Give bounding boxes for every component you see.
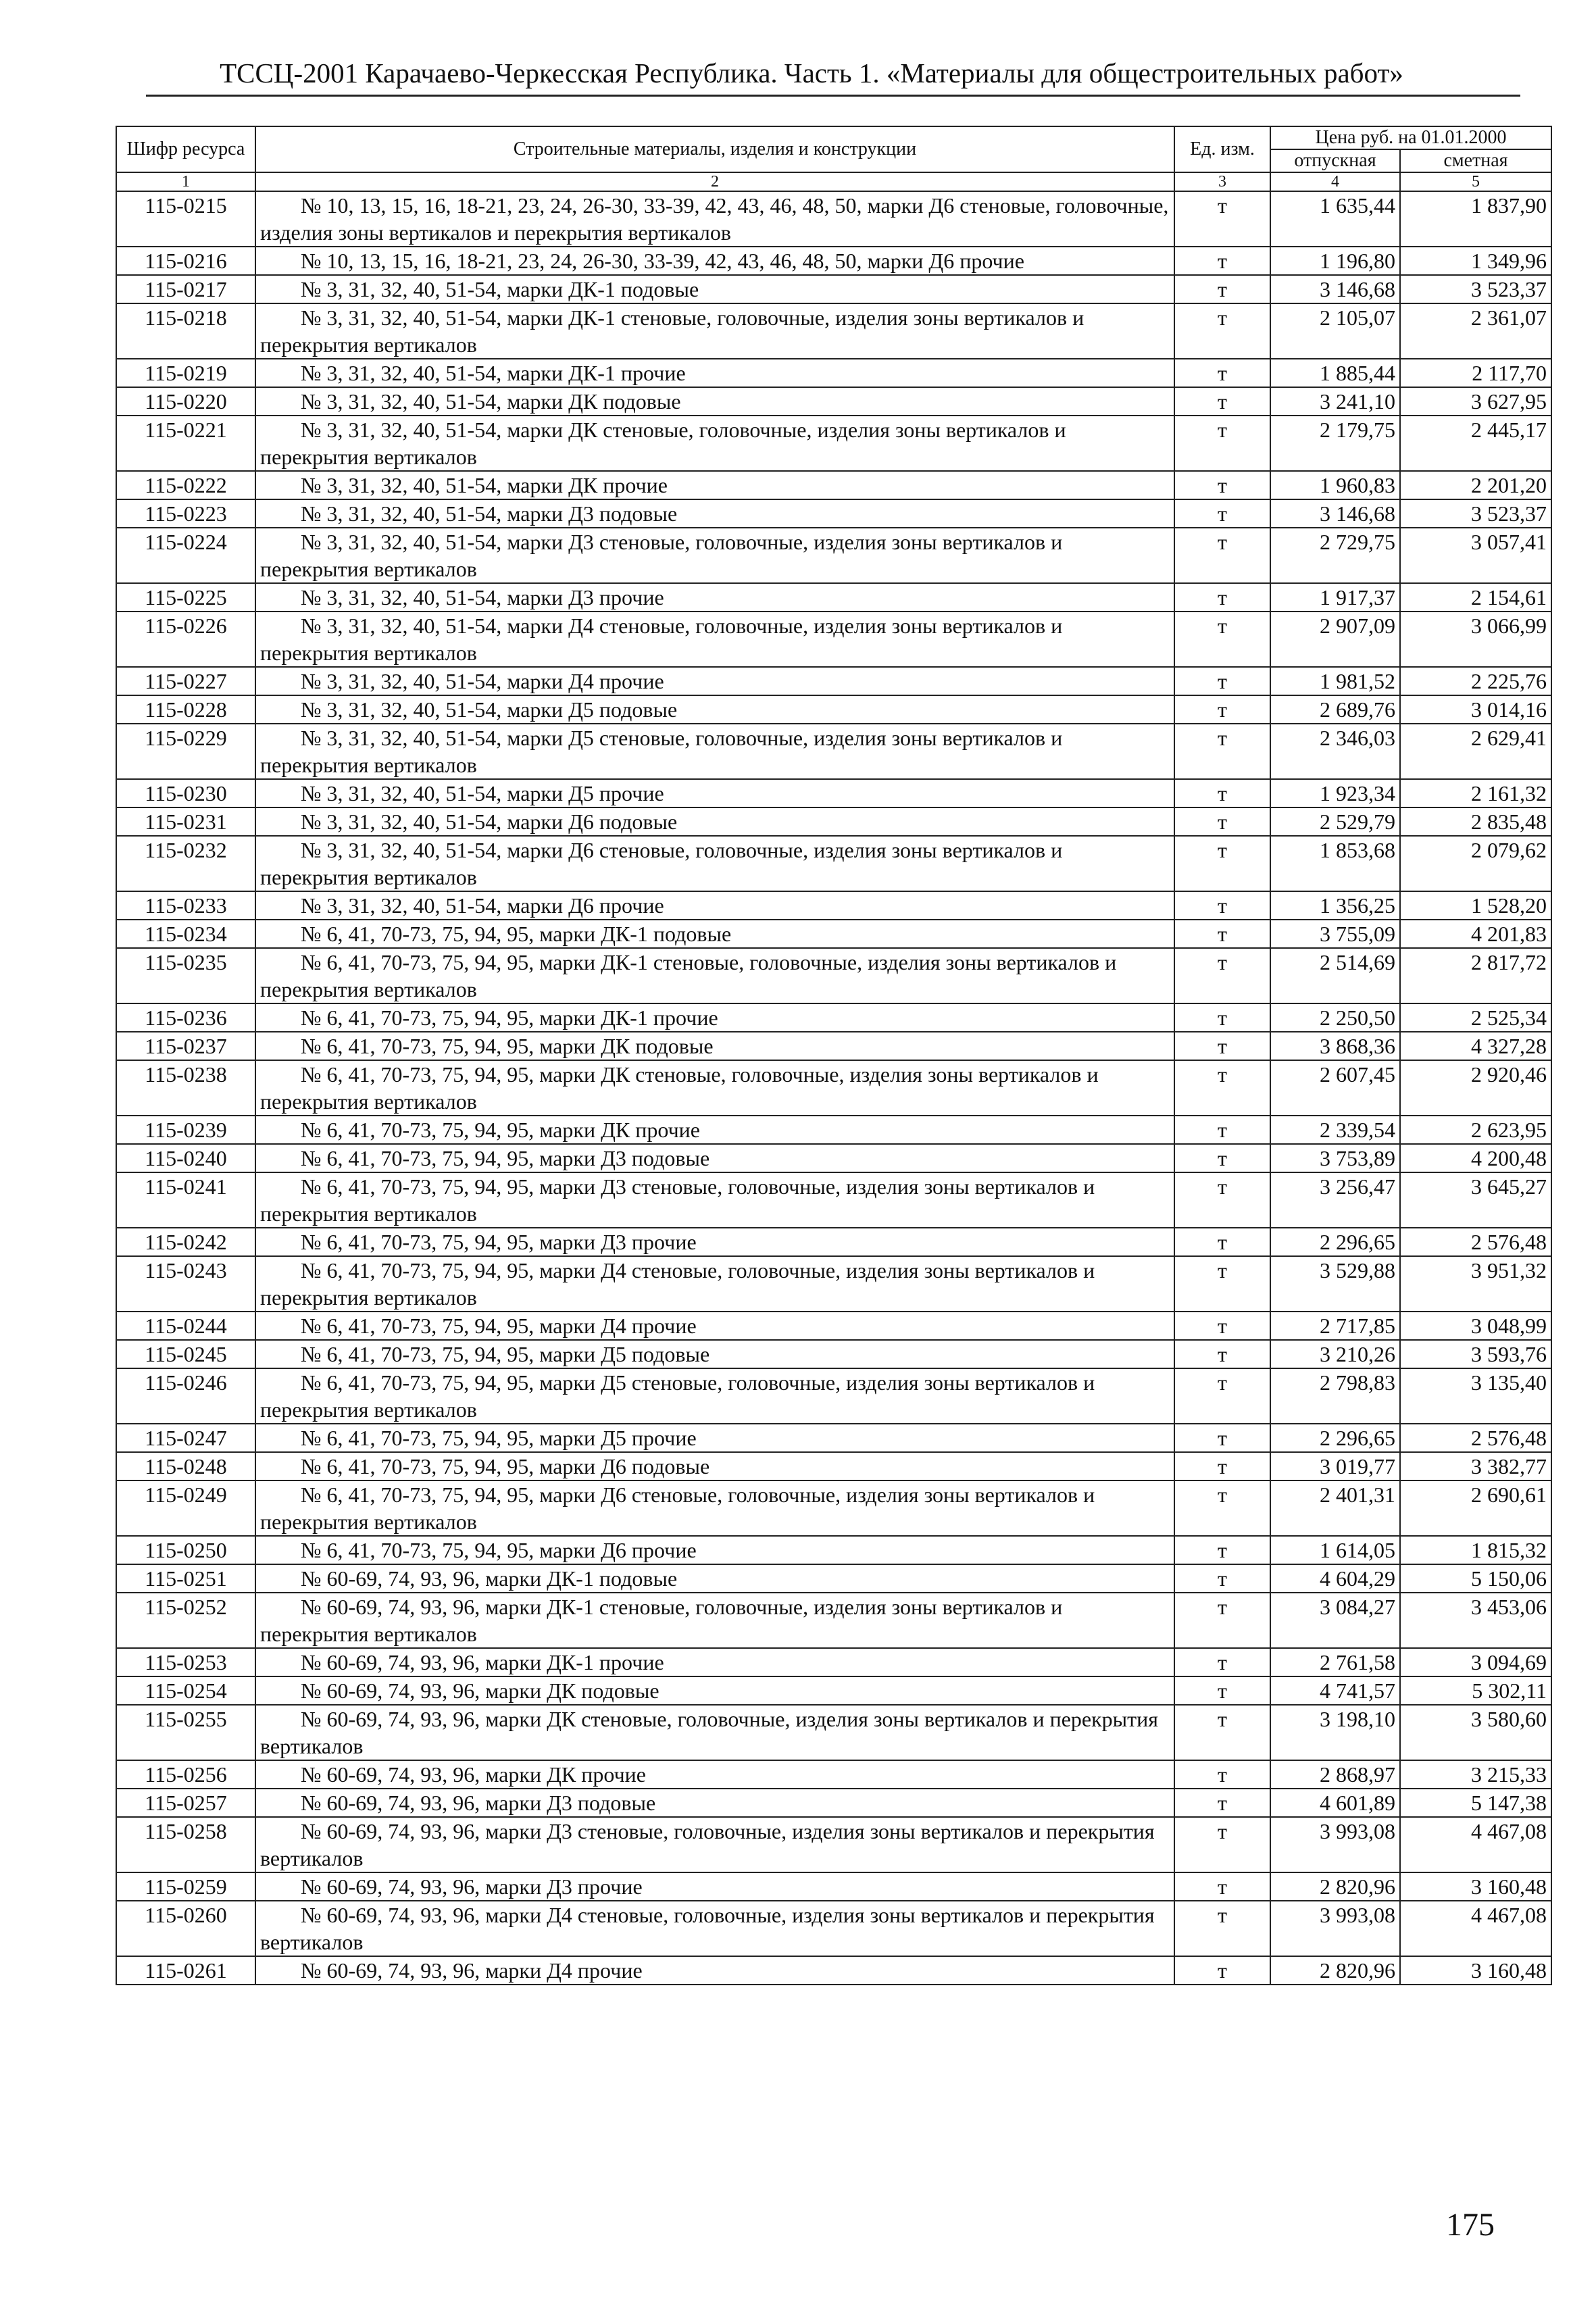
resource-code-cell: 115-0225 [116,583,255,612]
table-row [116,1536,1551,1564]
estimate-price-cell: 2 576,48 [1400,1424,1551,1452]
release-price-cell: 2 607,45 [1270,1060,1400,1116]
unit-cell: т [1174,1312,1270,1340]
unit-cell: т [1174,583,1270,612]
table-row [116,1480,1551,1536]
material-name-cell: № 10, 13, 15, 16, 18-21, 23, 24, 26-30, 33-39, 42, 43, 46, 48, 50, марки Д6 прочие [255,247,1174,275]
unit-cell: т [1174,1368,1270,1424]
release-price-cell: 1 960,83 [1270,471,1400,499]
estimate-price-cell: 2 525,34 [1400,1003,1551,1032]
table-row [116,1452,1551,1480]
release-price-cell: 2 689,76 [1270,695,1400,724]
material-name-cell: № 3, 31, 32, 40, 51-54, марки ДК прочие [255,471,1174,499]
material-name-cell: № 6, 41, 70-73, 75, 94, 95, марки Д5 стеновые, головочные, изделия зоны вертикалов и перекрытия вертикалов [255,1368,1174,1424]
table-row [116,612,1551,667]
release-price-cell: 4 604,29 [1270,1564,1400,1593]
estimate-price-cell: 1 815,32 [1400,1536,1551,1564]
unit-cell: т [1174,1705,1270,1760]
release-price-cell: 2 339,54 [1270,1116,1400,1144]
unit-cell: т [1174,471,1270,499]
release-price-cell: 2 296,65 [1270,1424,1400,1452]
estimate-price-cell: 3 593,76 [1400,1340,1551,1368]
material-name-cell: № 3, 31, 32, 40, 51-54, марки Д6 прочие [255,891,1174,920]
table-row [116,275,1551,303]
header-rule [146,95,1520,97]
resource-code-cell: 115-0246 [116,1368,255,1424]
resource-code-cell: 115-0223 [116,499,255,528]
estimate-price-cell: 4 467,08 [1400,1901,1551,1956]
table-row [116,1705,1551,1760]
table-row [116,779,1551,807]
unit-cell: т [1174,1536,1270,1564]
material-name-cell: № 3, 31, 32, 40, 51-54, марки Д6 подовые [255,807,1174,836]
release-price-cell: 2 105,07 [1270,303,1400,359]
release-price-cell: 3 868,36 [1270,1032,1400,1060]
table-row [116,667,1551,695]
estimate-price-cell: 2 817,72 [1400,948,1551,1003]
estimate-price-cell: 3 094,69 [1400,1648,1551,1676]
table-row [116,1648,1551,1676]
column-number: 4 [1270,172,1400,191]
resource-code-cell: 115-0239 [116,1116,255,1144]
column-number: 5 [1400,172,1551,191]
page-number: 175 [1446,2207,1495,2243]
resource-code-cell: 115-0216 [116,247,255,275]
resource-code-cell: 115-0253 [116,1648,255,1676]
resource-code-cell: 115-0238 [116,1060,255,1116]
release-price-cell: 3 753,89 [1270,1144,1400,1172]
release-price-cell: 2 798,83 [1270,1368,1400,1424]
table-row [116,247,1551,275]
table-row [116,1872,1551,1901]
table-row [116,724,1551,779]
unit-cell: т [1174,1060,1270,1116]
estimate-price-cell: 3 523,37 [1400,499,1551,528]
table-row [116,1564,1551,1593]
estimate-price-cell: 1 528,20 [1400,891,1551,920]
material-name-cell: № 6, 41, 70-73, 75, 94, 95, марки Д5 подовые [255,1340,1174,1368]
release-price-cell: 1 853,68 [1270,836,1400,891]
release-price-cell: 3 241,10 [1270,387,1400,416]
table-row [116,1312,1551,1340]
material-name-cell: № 6, 41, 70-73, 75, 94, 95, марки Д4 прочие [255,1312,1174,1340]
resource-code-cell: 115-0235 [116,948,255,1003]
table-row [116,1144,1551,1172]
unit-cell: т [1174,1228,1270,1256]
release-price-cell: 2 401,31 [1270,1480,1400,1536]
table-row [116,1172,1551,1228]
material-name-cell: № 6, 41, 70-73, 75, 94, 95, марки ДК-1 подовые [255,920,1174,948]
release-price-cell: 1 614,05 [1270,1536,1400,1564]
unit-cell: т [1174,359,1270,387]
release-price-cell: 3 084,27 [1270,1593,1400,1648]
table-row [116,471,1551,499]
material-name-cell: № 6, 41, 70-73, 75, 94, 95, марки ДК прочие [255,1116,1174,1144]
resource-code-cell: 115-0257 [116,1789,255,1817]
material-name-cell: № 6, 41, 70-73, 75, 94, 95, марки Д4 стеновые, головочные, изделия зоны вертикалов и перекрытия вертикалов [255,1256,1174,1312]
estimate-price-cell: 3 382,77 [1400,1452,1551,1480]
estimate-price-cell: 4 201,83 [1400,920,1551,948]
resource-code-cell: 115-0243 [116,1256,255,1312]
table-row [116,191,1551,247]
release-price-cell: 1 885,44 [1270,359,1400,387]
resource-code-cell: 115-0227 [116,667,255,695]
table-row [116,1256,1551,1312]
resource-code-cell: 115-0221 [116,416,255,471]
material-name-cell: № 3, 31, 32, 40, 51-54, марки ДК-1 стеновые, головочные, изделия зоны вертикалов и перекрытия вертикалов [255,303,1174,359]
release-price-cell: 2 729,75 [1270,528,1400,583]
resource-code-cell: 115-0256 [116,1760,255,1789]
unit-cell: т [1174,1901,1270,1956]
material-name-cell: № 6, 41, 70-73, 75, 94, 95, марки Д5 прочие [255,1424,1174,1452]
table-row [116,528,1551,583]
estimate-price-cell: 3 523,37 [1400,275,1551,303]
estimate-price-cell: 5 150,06 [1400,1564,1551,1593]
estimate-price-cell: 2 201,20 [1400,471,1551,499]
resource-code-cell: 115-0250 [116,1536,255,1564]
material-name-cell: № 10, 13, 15, 16, 18-21, 23, 24, 26-30, 33-39, 42, 43, 46, 48, 50, марки Д6 стеновые, головочные, изделия зоны вертикалов и перекрытия вертикалов [255,191,1174,247]
release-price-cell: 2 529,79 [1270,807,1400,836]
estimate-price-cell: 2 361,07 [1400,303,1551,359]
estimate-price-cell: 3 453,06 [1400,1593,1551,1648]
resource-code-cell: 115-0230 [116,779,255,807]
material-name-cell: № 6, 41, 70-73, 75, 94, 95, марки ДК-1 стеновые, головочные, изделия зоны вертикалов и перекрытия вертикалов [255,948,1174,1003]
material-name-cell: № 6, 41, 70-73, 75, 94, 95, марки ДК стеновые, головочные, изделия зоны вертикалов и перекрытия вертикалов [255,1060,1174,1116]
estimate-price-cell: 2 445,17 [1400,416,1551,471]
table-row [116,1340,1551,1368]
resource-code-cell: 115-0251 [116,1564,255,1593]
material-name-cell: № 3, 31, 32, 40, 51-54, марки Д3 прочие [255,583,1174,612]
table-row [116,1032,1551,1060]
table-row [116,807,1551,836]
unit-cell: т [1174,1760,1270,1789]
material-name-cell: № 60-69, 74, 93, 96, марки Д4 прочие [255,1956,1174,1985]
resource-code-cell: 115-0258 [116,1817,255,1872]
unit-cell: т [1174,387,1270,416]
unit-cell: т [1174,1480,1270,1536]
table-row [116,387,1551,416]
table-row [116,1901,1551,1956]
resource-code-cell: 115-0231 [116,807,255,836]
table-row [116,1228,1551,1256]
material-name-cell: № 60-69, 74, 93, 96, марки ДК стеновые, головочные, изделия зоны вертикалов и перекрытия вертикалов [255,1705,1174,1760]
unit-cell: т [1174,416,1270,471]
table-row [116,1817,1551,1872]
unit-cell: т [1174,191,1270,247]
unit-cell: т [1174,1116,1270,1144]
unit-cell: т [1174,1789,1270,1817]
release-price-cell: 3 529,88 [1270,1256,1400,1312]
table-row [116,1760,1551,1789]
material-name-cell: № 3, 31, 32, 40, 51-54, марки Д5 подовые [255,695,1174,724]
table-row [116,1116,1551,1144]
release-price-cell: 2 514,69 [1270,948,1400,1003]
material-name-cell: № 3, 31, 32, 40, 51-54, марки ДК стеновые, головочные, изделия зоны вертикалов и перекрытия вертикалов [255,416,1174,471]
table-row [116,1593,1551,1648]
unit-cell: т [1174,1872,1270,1901]
material-name-cell: № 6, 41, 70-73, 75, 94, 95, марки ДК-1 прочие [255,1003,1174,1032]
header-release-price: отпускная [1270,149,1400,172]
release-price-cell: 1 356,25 [1270,891,1400,920]
estimate-price-cell: 5 147,38 [1400,1789,1551,1817]
estimate-price-cell: 2 154,61 [1400,583,1551,612]
estimate-price-cell: 3 951,32 [1400,1256,1551,1312]
resource-code-cell: 115-0222 [116,471,255,499]
material-name-cell: № 6, 41, 70-73, 75, 94, 95, марки Д6 стеновые, головочные, изделия зоны вертикалов и перекрытия вертикалов [255,1480,1174,1536]
header-unit: Ед. изм. [1174,126,1270,172]
resource-code-cell: 115-0234 [116,920,255,948]
release-price-cell: 2 179,75 [1270,416,1400,471]
estimate-price-cell: 2 161,32 [1400,779,1551,807]
material-name-cell: № 3, 31, 32, 40, 51-54, марки Д5 стеновые, головочные, изделия зоны вертикалов и перекрытия вертикалов [255,724,1174,779]
resource-code-cell: 115-0233 [116,891,255,920]
estimate-price-cell: 2 079,62 [1400,836,1551,891]
material-name-cell: № 3, 31, 32, 40, 51-54, марки ДК-1 прочие [255,359,1174,387]
release-price-cell: 3 210,26 [1270,1340,1400,1368]
release-price-cell: 2 820,96 [1270,1956,1400,1985]
estimate-price-cell: 2 835,48 [1400,807,1551,836]
column-number: 2 [255,172,1174,191]
unit-cell: т [1174,247,1270,275]
material-name-cell: № 60-69, 74, 93, 96, марки Д3 прочие [255,1872,1174,1901]
estimate-price-cell: 2 690,61 [1400,1480,1551,1536]
release-price-cell: 2 907,09 [1270,612,1400,667]
release-price-cell: 2 717,85 [1270,1312,1400,1340]
resource-code-cell: 115-0260 [116,1901,255,1956]
unit-cell: т [1174,920,1270,948]
estimate-price-cell: 3 627,95 [1400,387,1551,416]
table-row [116,1424,1551,1452]
release-price-cell: 4 741,57 [1270,1676,1400,1705]
unit-cell: т [1174,1032,1270,1060]
estimate-price-cell: 5 302,11 [1400,1676,1551,1705]
table-body [116,191,1551,1985]
unit-cell: т [1174,1817,1270,1872]
release-price-cell: 4 601,89 [1270,1789,1400,1817]
unit-cell: т [1174,1003,1270,1032]
estimate-price-cell: 4 327,28 [1400,1032,1551,1060]
resource-code-cell: 115-0219 [116,359,255,387]
estimate-price-cell: 2 629,41 [1400,724,1551,779]
estimate-price-cell: 4 200,48 [1400,1144,1551,1172]
resource-code-cell: 115-0249 [116,1480,255,1536]
table-row [116,836,1551,891]
resource-code-cell: 115-0224 [116,528,255,583]
estimate-price-cell: 3 580,60 [1400,1705,1551,1760]
unit-cell: т [1174,499,1270,528]
unit-cell: т [1174,667,1270,695]
price-table [116,126,1552,1985]
unit-cell: т [1174,1648,1270,1676]
unit-cell: т [1174,779,1270,807]
release-price-cell: 2 296,65 [1270,1228,1400,1256]
resource-code-cell: 115-0237 [116,1032,255,1060]
unit-cell: т [1174,303,1270,359]
material-name-cell: № 60-69, 74, 93, 96, марки ДК прочие [255,1760,1174,1789]
resource-code-cell: 115-0254 [116,1676,255,1705]
release-price-cell: 3 256,47 [1270,1172,1400,1228]
release-price-cell: 2 346,03 [1270,724,1400,779]
unit-cell: т [1174,1676,1270,1705]
release-price-cell: 1 981,52 [1270,667,1400,695]
material-name-cell: № 60-69, 74, 93, 96, марки ДК-1 подовые [255,1564,1174,1593]
release-price-cell: 3 198,10 [1270,1705,1400,1760]
estimate-price-cell: 3 057,41 [1400,528,1551,583]
unit-cell: т [1174,1956,1270,1985]
table-row [116,1003,1551,1032]
resource-code-cell: 115-0241 [116,1172,255,1228]
estimate-price-cell: 3 048,99 [1400,1312,1551,1340]
release-price-cell: 3 993,08 [1270,1901,1400,1956]
material-name-cell: № 3, 31, 32, 40, 51-54, марки ДК-1 подовые [255,275,1174,303]
unit-cell: т [1174,891,1270,920]
column-number: 3 [1174,172,1270,191]
table-row [116,891,1551,920]
estimate-price-cell: 3 160,48 [1400,1872,1551,1901]
estimate-price-cell: 3 135,40 [1400,1368,1551,1424]
material-name-cell: № 3, 31, 32, 40, 51-54, марки Д3 стеновые, головочные, изделия зоны вертикалов и перекрытия вертикалов [255,528,1174,583]
unit-cell: т [1174,724,1270,779]
unit-cell: т [1174,1424,1270,1452]
release-price-cell: 2 761,58 [1270,1648,1400,1676]
unit-cell: т [1174,528,1270,583]
resource-code-cell: 115-0248 [116,1452,255,1480]
resource-code-cell: 115-0252 [116,1593,255,1648]
resource-code-cell: 115-0244 [116,1312,255,1340]
release-price-cell: 1 923,34 [1270,779,1400,807]
estimate-price-cell: 2 623,95 [1400,1116,1551,1144]
header-name: Строительные материалы, изделия и конструкции [255,126,1174,172]
release-price-cell: 2 820,96 [1270,1872,1400,1901]
release-price-cell: 1 917,37 [1270,583,1400,612]
estimate-price-cell: 2 225,76 [1400,667,1551,695]
resource-code-cell: 115-0247 [116,1424,255,1452]
estimate-price-cell: 4 467,08 [1400,1817,1551,1872]
table-row [116,948,1551,1003]
table-row [116,695,1551,724]
unit-cell: т [1174,695,1270,724]
resource-code-cell: 115-0236 [116,1003,255,1032]
table-row [116,416,1551,471]
estimate-price-cell: 1 349,96 [1400,247,1551,275]
resource-code-cell: 115-0220 [116,387,255,416]
material-name-cell: № 3, 31, 32, 40, 51-54, марки Д5 прочие [255,779,1174,807]
material-name-cell: № 6, 41, 70-73, 75, 94, 95, марки Д6 подовые [255,1452,1174,1480]
column-number: 1 [116,172,255,191]
estimate-price-cell: 2 576,48 [1400,1228,1551,1256]
material-name-cell: № 3, 31, 32, 40, 51-54, марки Д4 стеновые, головочные, изделия зоны вертикалов и перекрытия вертикалов [255,612,1174,667]
page-header-title: ТССЦ-2001 Карачаево-Черкесская Республика. Часть 1. «Материалы для общестроительных работ» [220,57,1403,89]
header-estimate-price: сметная [1400,149,1551,172]
estimate-price-cell: 3 215,33 [1400,1760,1551,1789]
release-price-cell: 1 635,44 [1270,191,1400,247]
unit-cell: т [1174,1564,1270,1593]
table-row [116,1956,1551,1985]
table-row [116,1060,1551,1116]
resource-code-cell: 115-0232 [116,836,255,891]
unit-cell: т [1174,1256,1270,1312]
release-price-cell: 2 250,50 [1270,1003,1400,1032]
estimate-price-cell: 3 066,99 [1400,612,1551,667]
unit-cell: т [1174,1172,1270,1228]
resource-code-cell: 115-0255 [116,1705,255,1760]
header-price: Цена руб. на 01.01.2000 [1270,126,1551,149]
unit-cell: т [1174,807,1270,836]
material-name-cell: № 60-69, 74, 93, 96, марки ДК подовые [255,1676,1174,1705]
release-price-cell: 3 019,77 [1270,1452,1400,1480]
material-name-cell: № 6, 41, 70-73, 75, 94, 95, марки Д3 стеновые, головочные, изделия зоны вертикалов и перекрытия вертикалов [255,1172,1174,1228]
resource-code-cell: 115-0240 [116,1144,255,1172]
estimate-price-cell: 3 160,48 [1400,1956,1551,1985]
material-name-cell: № 60-69, 74, 93, 96, марки Д4 стеновые, головочные, изделия зоны вертикалов и перекрытия вертикалов [255,1901,1174,1956]
estimate-price-cell: 1 837,90 [1400,191,1551,247]
material-name-cell: № 60-69, 74, 93, 96, марки ДК-1 прочие [255,1648,1174,1676]
table-row [116,920,1551,948]
unit-cell: т [1174,836,1270,891]
material-name-cell: № 3, 31, 32, 40, 51-54, марки Д4 прочие [255,667,1174,695]
material-name-cell: № 3, 31, 32, 40, 51-54, марки Д3 подовые [255,499,1174,528]
table-row [116,359,1551,387]
material-name-cell: № 6, 41, 70-73, 75, 94, 95, марки Д3 прочие [255,1228,1174,1256]
release-price-cell: 3 755,09 [1270,920,1400,948]
estimate-price-cell: 3 014,16 [1400,695,1551,724]
table-row [116,499,1551,528]
resource-code-cell: 115-0245 [116,1340,255,1368]
unit-cell: т [1174,1144,1270,1172]
release-price-cell: 3 146,68 [1270,275,1400,303]
header-code: Шифр ресурса [116,126,255,172]
resource-code-cell: 115-0242 [116,1228,255,1256]
estimate-price-cell: 2 117,70 [1400,359,1551,387]
table-row [116,583,1551,612]
release-price-cell: 3 993,08 [1270,1817,1400,1872]
material-name-cell: № 3, 31, 32, 40, 51-54, марки ДК подовые [255,387,1174,416]
resource-code-cell: 115-0259 [116,1872,255,1901]
unit-cell: т [1174,612,1270,667]
table-row [116,1676,1551,1705]
unit-cell: т [1174,1593,1270,1648]
unit-cell: т [1174,1340,1270,1368]
table-row [116,1789,1551,1817]
resource-code-cell: 115-0229 [116,724,255,779]
resource-code-cell: 115-0228 [116,695,255,724]
resource-code-cell: 115-0218 [116,303,255,359]
material-name-cell: № 60-69, 74, 93, 96, марки Д3 подовые [255,1789,1174,1817]
unit-cell: т [1174,1452,1270,1480]
material-name-cell: № 3, 31, 32, 40, 51-54, марки Д6 стеновые, головочные, изделия зоны вертикалов и перекрытия вертикалов [255,836,1174,891]
resource-code-cell: 115-0261 [116,1956,255,1985]
table-row [116,1368,1551,1424]
resource-code-cell: 115-0215 [116,191,255,247]
resource-code-cell: 115-0217 [116,275,255,303]
material-name-cell: № 60-69, 74, 93, 96, марки ДК-1 стеновые, головочные, изделия зоны вертикалов и перекрытия вертикалов [255,1593,1174,1648]
release-price-cell: 2 868,97 [1270,1760,1400,1789]
estimate-price-cell: 3 645,27 [1400,1172,1551,1228]
material-name-cell: № 6, 41, 70-73, 75, 94, 95, марки Д6 прочие [255,1536,1174,1564]
release-price-cell: 3 146,68 [1270,499,1400,528]
material-name-cell: № 60-69, 74, 93, 96, марки Д3 стеновые, головочные, изделия зоны вертикалов и перекрытия вертикалов [255,1817,1174,1872]
unit-cell: т [1174,948,1270,1003]
release-price-cell: 1 196,80 [1270,247,1400,275]
unit-cell: т [1174,275,1270,303]
estimate-price-cell: 2 920,46 [1400,1060,1551,1116]
material-name-cell: № 6, 41, 70-73, 75, 94, 95, марки ДК подовые [255,1032,1174,1060]
material-name-cell: № 6, 41, 70-73, 75, 94, 95, марки Д3 подовые [255,1144,1174,1172]
table-row [116,303,1551,359]
resource-code-cell: 115-0226 [116,612,255,667]
